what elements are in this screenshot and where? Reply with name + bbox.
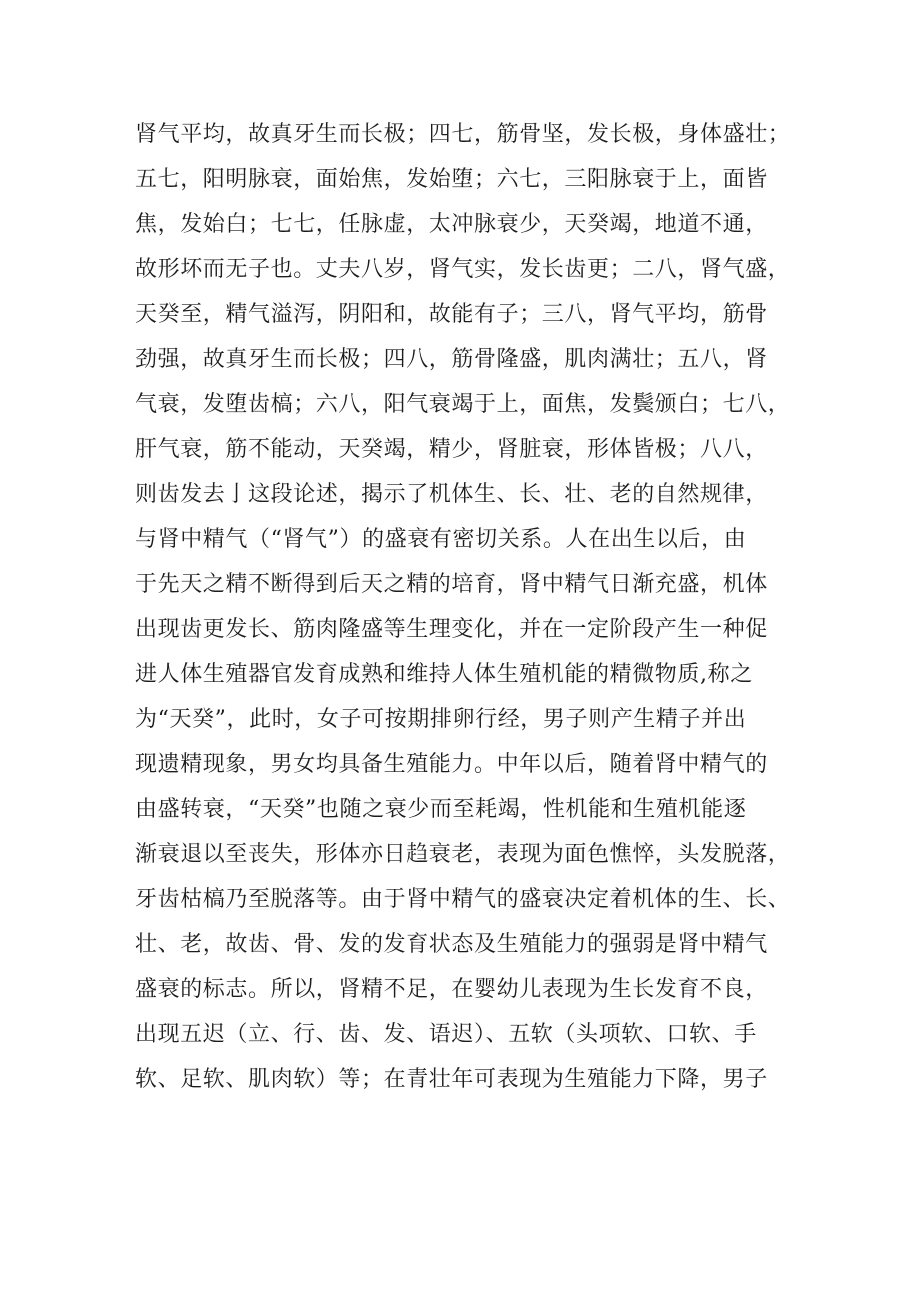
text-line-11: 于先天之精不断得到后天之精的培育，肾中精气日渐充盛，机体 xyxy=(135,572,768,597)
text-line-17: 渐衰退以至丧失，形体亦日趋衰老，表现为面色憔悴，头发脱落， xyxy=(135,842,791,867)
text-line-7: 气衰，发堕齿槁；六八，阳气衰竭于上，面焦，发鬓颁白；七八， xyxy=(135,392,791,417)
body-text xyxy=(135,112,805,1102)
text-line-15: 现遗精现象，男女均具备生殖能力。中年以后，随着肾中精气的 xyxy=(135,752,768,777)
text-line-4: 故形坏而无子也。丈夫八岁，肾气实，发长齿更；二八，肾气盛， xyxy=(135,257,791,282)
text-line-10: 与肾中精气（“肾气”）的盛衰有密切关系。人在出生以后，由 xyxy=(135,527,747,552)
text-line-21: 出现五迟（立、行、齿、发、语迟）、五软（头项软、口软、手 xyxy=(135,1022,757,1047)
text-line-5: 天癸至，精气溢泻，阴阳和，故能有子；三八，肾气平均，筋骨 xyxy=(135,302,768,327)
text-line-16: 由盛转衰，“天癸”也随之衰少而至耗竭，性机能和生殖机能逐 xyxy=(135,797,747,822)
text-line-13: 进人体生殖器官发育成熟和维持人体生殖机能的精微物质,称之 xyxy=(135,662,753,687)
text-line-12: 出现齿更发长、筋肉隆盛等生理变化，并在一定阶段产生一种促 xyxy=(135,617,768,642)
text-line-20: 盛衰的标志。所以，肾精不足，在婴幼儿表现为生长发育不良， xyxy=(135,977,768,1002)
text-line-22: 软、足软、肌肉软）等；在青壮年可表现为生殖能力下降，男子 xyxy=(135,1067,768,1092)
text-line-18: 牙齿枯槁乃至脱落等。由于肾中精气的盛衰决定着机体的生、长、 xyxy=(135,887,791,912)
text-line-19: 壮、老，故齿、骨、发的发育状态及生殖能力的强弱是肾中精气 xyxy=(135,932,768,957)
text-line-6: 劲强，故真牙生而长极；四八，筋骨隆盛，肌肉满壮；五八，肾 xyxy=(135,347,768,372)
text-line-9: 则齿发去亅这段论述，揭示了机体生、长、壮、老的自然规律， xyxy=(135,482,768,507)
text-line-3: 焦，发始白；七七，任脉虚，太冲脉衰少，天癸竭，地道不通， xyxy=(135,212,768,237)
text-line-8: 肝气衰，筋不能动，天癸竭，精少，肾脏衰，形体皆极；八八， xyxy=(135,437,768,462)
text-line-2: 五七，阳明脉衰，面始焦，发始堕；六七，三阳脉衰于上，面皆 xyxy=(135,167,768,192)
text-line-1: 肾气平均，故真牙生而长极；四七，筋骨坚，发长极，身体盛壮； xyxy=(135,122,791,147)
text-line-14: 为“天癸”，此时，女子可按期排卵行经，男子则产生精子并出 xyxy=(135,707,747,732)
